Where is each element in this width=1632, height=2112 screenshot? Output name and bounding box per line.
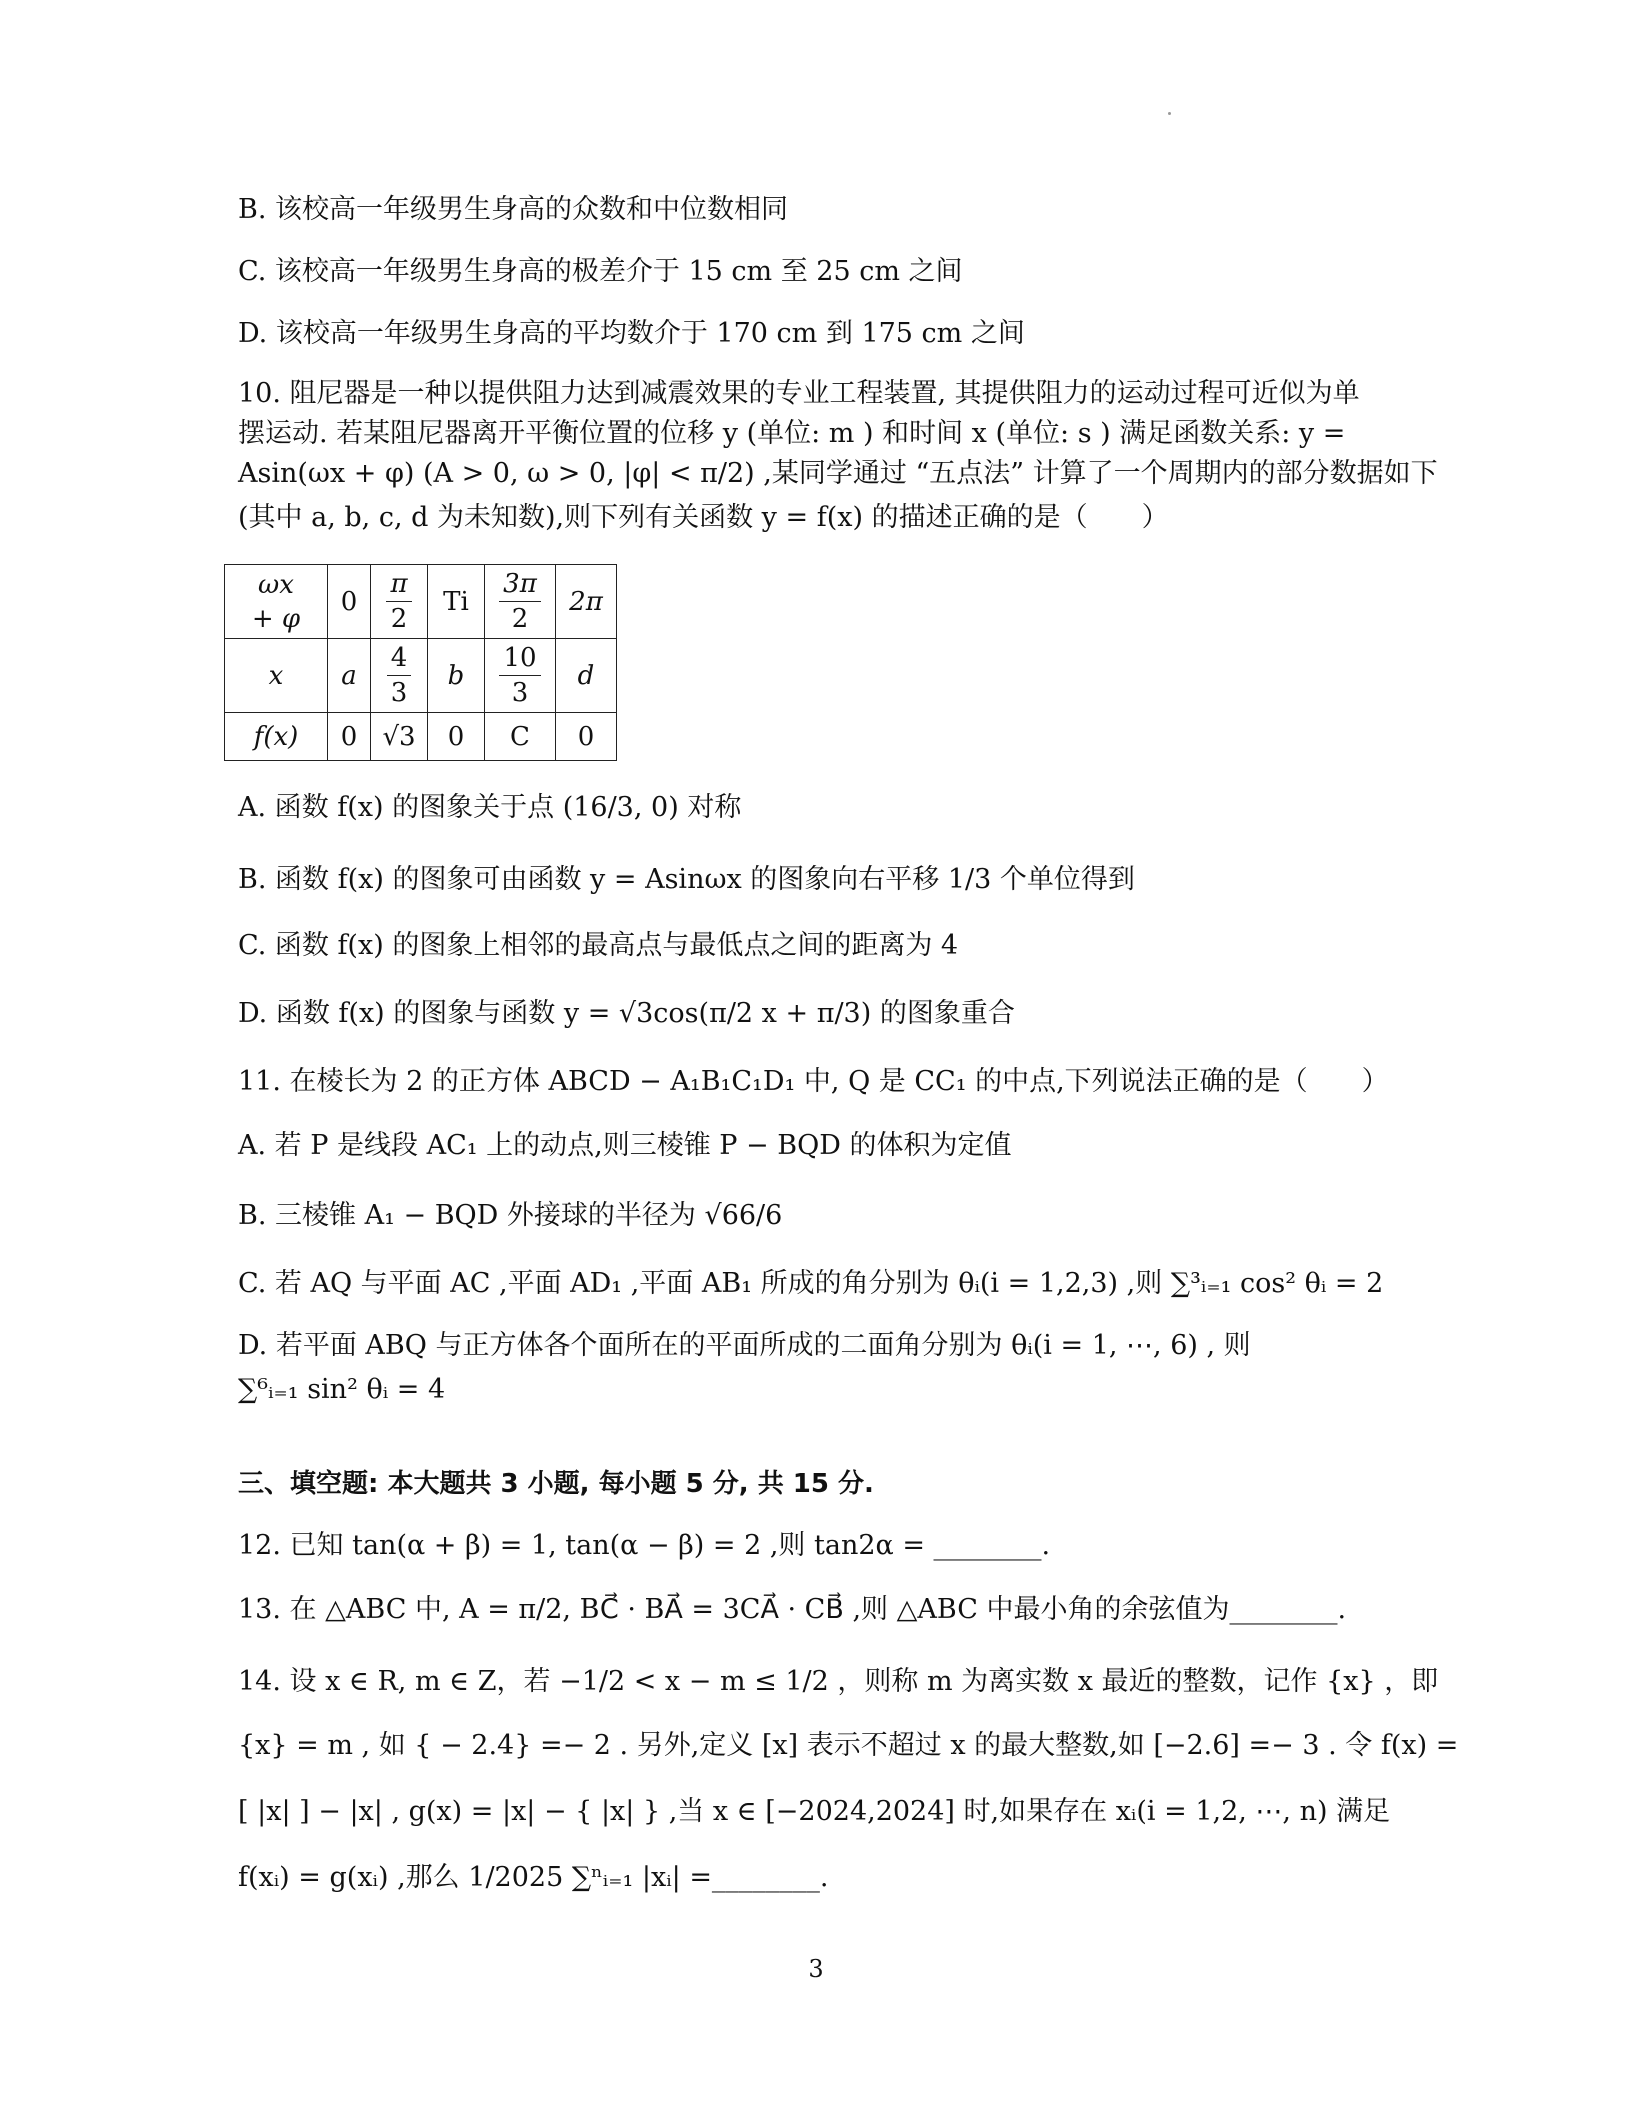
table-cell: 0 [328, 565, 371, 639]
question-14-line2: {x} = m , 如 { − 2.4} =− 2 . 另外,定义 [x] 表示不超过 x 的最大整数,如 [−2.6] =− 3 . 令 f(x) = [238, 1730, 1459, 1761]
question-10-line4: (其中 a, b, c, d 为未知数),则下列有关函数 y = f(x) 的描述正确的是（ ） [238, 502, 1169, 533]
question-13: 13. 在 △ABC 中, A = π/2, BC⃗ · BA⃗ = 3CA⃗ · CB⃗ ,则 △ABC 中最小角的余弦值为________. [238, 1594, 1347, 1625]
table-cell: $\frac{\pi}{2}$ [371, 565, 428, 639]
table-cell: 0 [428, 713, 485, 761]
table-cell: 2π [556, 565, 617, 639]
table-cell: $\frac{3\pi}{2}$ [485, 565, 556, 639]
option-11d-line1: D. 若平面 ABQ 与正方体各个面所在的平面所成的二面角分别为 θᵢ(i = 1, ⋯, 6) , 则 [238, 1330, 1251, 1361]
table-cell: √3 [371, 713, 428, 761]
option-11c: C. 若 AQ 与平面 AC ,平面 AD₁ ,平面 AB₁ 所成的角分别为 θᵢ(i = 1,2,3) ,则 ∑³ᵢ₌₁ cos² θᵢ = 2 [238, 1268, 1384, 1299]
five-point-table [224, 564, 617, 761]
question-14-line4: f(xᵢ) = g(xᵢ) ,那么 1/2025 ∑ⁿᵢ₌₁ |xᵢ| =________. [238, 1862, 829, 1893]
question-10-line1: 10. 阻尼器是一种以提供阻力达到减震效果的专业工程装置, 其提供阻力的运动过程可近似为单 [238, 378, 1360, 409]
option-11d-line2: ∑⁶ᵢ₌₁ sin² θᵢ = 4 [238, 1374, 446, 1405]
option-11a: A. 若 P 是线段 AC₁ 上的动点,则三棱锥 P − BQD 的体积为定值 [238, 1130, 1012, 1161]
question-11: 11. 在棱长为 2 的正方体 ABCD − A₁B₁C₁D₁ 中, Q 是 CC₁ 的中点,下列说法正确的是（ ） [238, 1066, 1389, 1097]
table-header-fx: f(x) [225, 713, 328, 761]
table-cell: b [428, 639, 485, 713]
page-number: 3 [808, 1955, 824, 1983]
option-10c: C. 函数 f(x) 的图象上相邻的最高点与最低点之间的距离为 4 [238, 930, 959, 961]
option-9b: B. 该校高一年级男生身高的众数和中位数相同 [238, 194, 789, 225]
question-10-line2: 摆运动. 若某阻尼器离开平衡位置的位移 y (单位: m ) 和时间 x (单位: s ) 满足函数关系: y = [238, 418, 1346, 449]
option-10a: A. 函数 f(x) 的图象关于点 (16/3, 0) 对称 [238, 792, 742, 823]
table-cell: Ti [428, 565, 485, 639]
option-9c: C. 该校高一年级男生身高的极差介于 15 cm 至 25 cm 之间 [238, 256, 963, 287]
option-10d: D. 函数 f(x) 的图象与函数 y = √3cos(π/2 x + π/3) 的图象重合 [238, 998, 1015, 1029]
table-header-x: x [225, 639, 328, 713]
option-9d: D. 该校高一年级男生身高的平均数介于 170 cm 到 175 cm 之间 [238, 318, 1025, 349]
table-cell: C [485, 713, 556, 761]
table-header-phase: ωx + φ [225, 565, 328, 639]
question-10-line3: Asin(ωx + φ) (A > 0, ω > 0, |φ| < π/2) ,某同学通过 “五点法” 计算了一个周期内的部分数据如下 [238, 458, 1438, 489]
option-11b: B. 三棱锥 A₁ − BQD 外接球的半径为 √66/6 [238, 1200, 783, 1231]
table-cell: a [328, 639, 371, 713]
option-10b: B. 函数 f(x) 的图象可由函数 y = Asinωx 的图象向右平移 1/3 个单位得到 [238, 864, 1135, 895]
question-12: 12. 已知 tan(α + β) = 1, tan(α − β) = 2 ,则 tan2α = ________. [238, 1530, 1051, 1561]
table-cell: 0 [556, 713, 617, 761]
table-cell: 0 [328, 713, 371, 761]
table-cell: $\frac{10}{3}$ [485, 639, 556, 713]
table-cell: $\frac{4}{3}$ [371, 639, 428, 713]
stray-dot [1168, 112, 1171, 115]
question-14-line1: 14. 设 x ∈ R, m ∈ Z，若 −1/2 < x − m ≤ 1/2 ，则称 m 为离实数 x 最近的整数，记作 {x} ，即 [238, 1666, 1439, 1697]
table-cell: d [556, 639, 617, 713]
section-heading: 三、填空题: 本大题共 3 小题, 每小题 5 分, 共 15 分. [238, 1469, 874, 1499]
question-14-line3: [ |x| ] − |x| , g(x) = |x| − { |x| } ,当 x ∈ [−2024,2024] 时,如果存在 xᵢ(i = 1,2, ⋯, n) 满足 [238, 1796, 1391, 1827]
